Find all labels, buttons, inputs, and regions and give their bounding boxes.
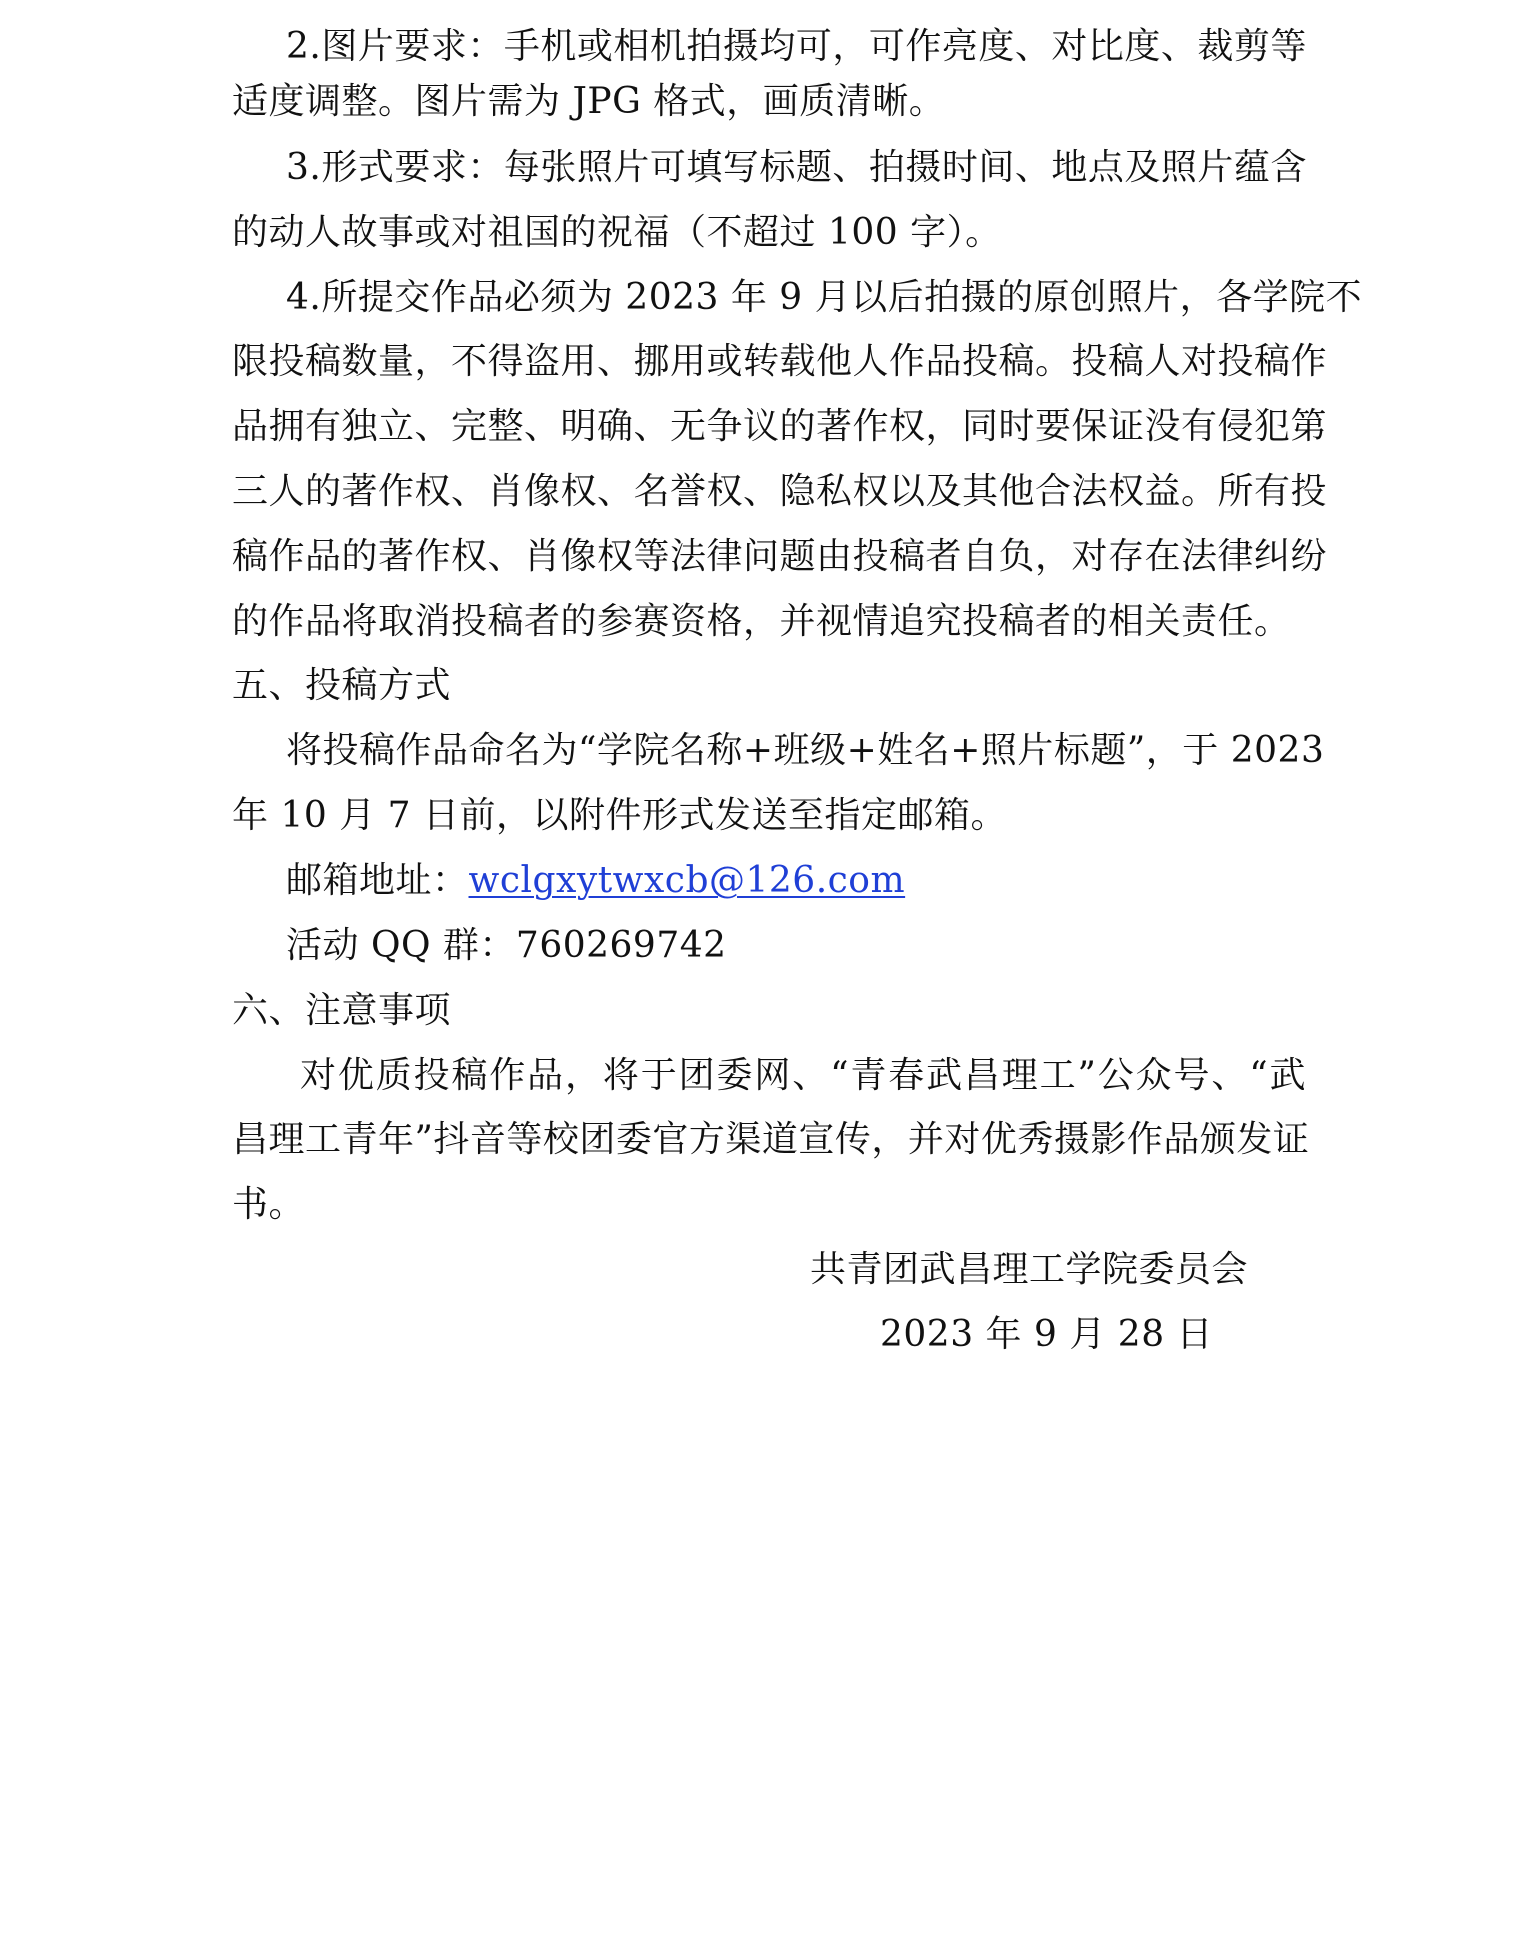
paragraph-submission-line-1: 将投稿作品命名为“学院名称+班级+姓名+照片标题”，于 2023 <box>286 730 1325 771</box>
paragraph-originality-line-3: 品拥有独立、完整、明确、无争议的著作权，同时要保证没有侵犯第 <box>232 406 1328 447</box>
paragraph-notes-line-2: 昌理工青年”抖音等校团委官方渠道宣传，并对优秀摄影作品颁发证 <box>232 1119 1310 1160</box>
paragraph-originality-line-1: 4.所提交作品必须为 2023 年 9 月以后拍摄的原创照片，各学院不 <box>286 277 1363 318</box>
paragraph-submission-line-2: 年 10 月 7 日前，以附件形式发送至指定邮箱。 <box>232 795 1007 836</box>
paragraph-notes-line-1: 对优质投稿作品，将于团委网、“青春武昌理工”公众号、“武 <box>300 1055 1306 1096</box>
paragraph-notes-line-3: 书。 <box>232 1184 306 1225</box>
section-heading-notes: 六、注意事项 <box>232 990 452 1031</box>
email-link[interactable]: wclgxytwxcb@126.com <box>468 860 906 901</box>
paragraph-image-requirements-line-1: 2.图片要求：手机或相机拍摄均可，可作亮度、对比度、裁剪等 <box>286 26 1307 67</box>
paragraph-originality-line-6: 的作品将取消投稿者的参赛资格，并视情追究投稿者的相关责任。 <box>232 601 1291 642</box>
signature-date: 2023 年 9 月 28 日 <box>880 1314 1214 1355</box>
email-label: 邮箱地址： <box>286 860 469 901</box>
email-address-line <box>286 859 1306 903</box>
signature-organization: 共青团武昌理工学院委员会 <box>810 1249 1249 1290</box>
qq-group-line: 活动 QQ 群：760269742 <box>286 925 727 966</box>
paragraph-format-requirements-line-1: 3.形式要求：每张照片可填写标题、拍摄时间、地点及照片蕴含 <box>286 147 1307 188</box>
section-heading-submission-method: 五、投稿方式 <box>232 665 452 706</box>
paragraph-originality-line-4: 三人的著作权、肖像权、名誉权、隐私权以及其他合法权益。所有投 <box>232 471 1328 512</box>
paragraph-originality-line-5: 稿作品的著作权、肖像权等法律问题由投稿者自负，对存在法律纠纷 <box>232 536 1328 577</box>
paragraph-originality-line-2: 限投稿数量，不得盗用、挪用或转载他人作品投稿。投稿人对投稿作 <box>232 341 1328 382</box>
paragraph-format-requirements-line-2: 的动人故事或对祖国的祝福（不超过 100 字）。 <box>232 212 1002 253</box>
paragraph-image-requirements-line-2: 适度调整。图片需为 JPG 格式，画质清晰。 <box>232 81 946 122</box>
